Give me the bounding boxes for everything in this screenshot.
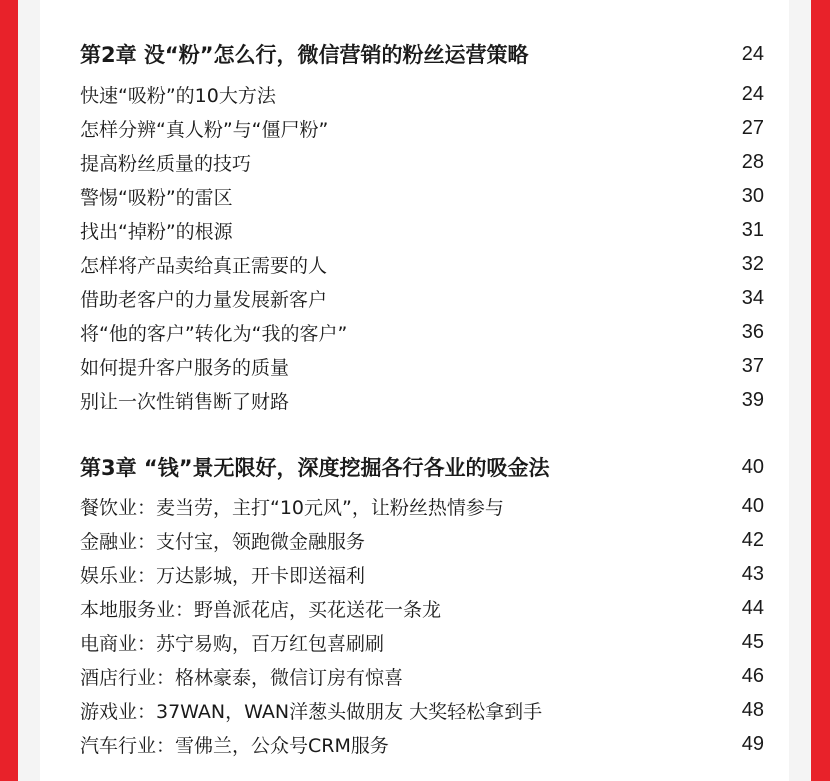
toc-entry[interactable] — [80, 489, 764, 523]
page-number: 30 — [741, 184, 764, 207]
page-number: 40 — [741, 455, 764, 478]
right-red-border — [811, 0, 830, 781]
page-number: 24 — [741, 42, 764, 65]
chapter-title: 第2章 没“粉”怎么行，微信营销的粉丝运营策略 — [80, 43, 529, 67]
entry-title: 金融业：支付宝，领跑微金融服务 — [80, 530, 366, 553]
page-number: 40 — [741, 494, 764, 517]
toc-entry[interactable] — [80, 315, 764, 349]
right-page-margin — [789, 0, 811, 781]
page-number: 42 — [741, 528, 764, 551]
entry-title: 提高粉丝质量的技巧 — [80, 152, 252, 175]
toc-entry[interactable] — [80, 383, 764, 417]
page-number: 43 — [741, 562, 764, 585]
chapter-heading[interactable] — [80, 450, 764, 484]
entry-title: 电商业：苏宁易购，百万红包喜刷刷 — [80, 632, 385, 655]
entry-title: 警惕“吸粉”的雷区 — [80, 186, 233, 209]
toc-entry[interactable] — [80, 111, 764, 145]
page-number: 45 — [741, 630, 764, 653]
page-number: 28 — [741, 150, 764, 173]
page-number: 27 — [741, 116, 764, 139]
left-red-border — [0, 0, 18, 781]
entry-title: 怎样将产品卖给真正需要的人 — [80, 254, 328, 277]
toc-entry[interactable] — [80, 591, 764, 625]
toc-entry[interactable] — [80, 349, 764, 383]
entry-title: 借助老客户的力量发展新客户 — [80, 288, 328, 311]
toc-entry[interactable] — [80, 247, 764, 281]
page-number: 37 — [741, 354, 764, 377]
page-number: 49 — [741, 732, 764, 755]
toc-entry[interactable] — [80, 659, 764, 693]
entry-title: 餐饮业：麦当劳，主打“10元风”，让粉丝热情参与 — [80, 496, 504, 519]
entry-title: 本地服务业：野兽派花店，买花送花一条龙 — [80, 598, 442, 621]
left-page-margin — [18, 0, 40, 781]
page-number: 32 — [741, 252, 764, 275]
toc-entry[interactable] — [80, 693, 764, 727]
toc-page — [40, 0, 789, 781]
entry-title: 怎样分辨“真人粉”与“僵尸粉” — [80, 118, 329, 141]
entry-title: 汽车行业：雪佛兰，公众号CRM服务 — [80, 734, 389, 757]
chapter-heading[interactable] — [80, 37, 764, 71]
entry-title: 将“他的客户”转化为“我的客户” — [80, 322, 348, 345]
page-number: 31 — [741, 218, 764, 241]
toc-entry[interactable] — [80, 727, 764, 761]
entry-title: 游戏业：37WAN，WAN洋葱头做朋友 大奖轻松拿到手 — [80, 700, 543, 723]
toc-entry[interactable] — [80, 523, 764, 557]
entry-title: 别让一次性销售断了财路 — [80, 390, 290, 413]
entry-title: 快速“吸粉”的10大方法 — [80, 84, 276, 107]
entry-title: 如何提升客户服务的质量 — [80, 356, 290, 379]
page-number: 48 — [741, 698, 764, 721]
toc-entry[interactable] — [80, 77, 764, 111]
page-number: 46 — [741, 664, 764, 687]
page-number: 39 — [741, 388, 764, 411]
toc-entry[interactable] — [80, 557, 764, 591]
toc-entry[interactable] — [80, 281, 764, 315]
page-number: 36 — [741, 320, 764, 343]
toc-entry[interactable] — [80, 625, 764, 659]
page-number: 44 — [741, 596, 764, 619]
entry-title: 酒店行业：格林豪泰，微信订房有惊喜 — [80, 666, 404, 689]
entry-title: 娱乐业：万达影城，开卡即送福利 — [80, 564, 366, 587]
entry-title: 找出“掉粉”的根源 — [80, 220, 233, 243]
toc-entry[interactable] — [80, 213, 764, 247]
toc-entry[interactable] — [80, 145, 764, 179]
page-number: 24 — [741, 82, 764, 105]
chapter-title: 第3章 “钱”景无限好，深度挖掘各行各业的吸金法 — [80, 456, 550, 480]
toc-entry[interactable] — [80, 179, 764, 213]
page-number: 34 — [741, 286, 764, 309]
